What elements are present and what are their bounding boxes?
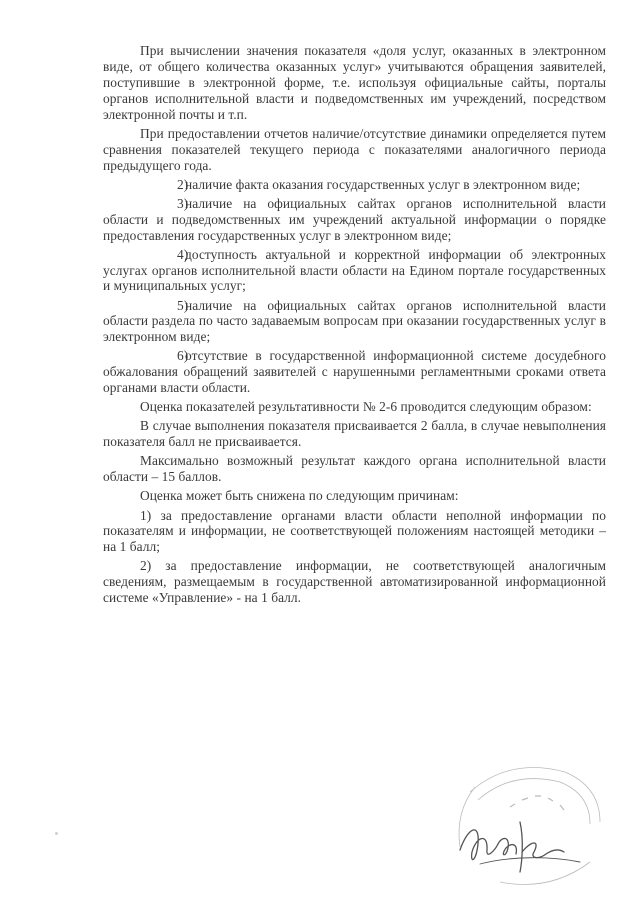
list-item <box>103 177 606 193</box>
document-body <box>103 43 606 609</box>
paragraph: 2) за предоставление информации, не соответствующей аналогичным сведениям, размещаемым в государственной автоматизированной информационной системе «Управление» - на 1 балл. <box>103 558 606 606</box>
list-item <box>103 247 606 295</box>
item-number: 3) <box>177 195 189 211</box>
item-text: наличие на официальных сайтах органов исполнительной власти области раздела по часто задаваемым вопросам при оказании государственных услуг в электронном виде; <box>103 297 606 345</box>
signature <box>460 822 580 872</box>
scan-speck <box>55 832 58 835</box>
list-item <box>103 348 606 396</box>
item-number: 4) <box>177 246 189 262</box>
paragraph: 1) за предоставление органами власти области неполной информации по показателям и информации, не соответствующей положениям настоящей методики – на 1 балл; <box>103 507 606 555</box>
item-number: 6) <box>177 348 189 364</box>
paragraph: При предоставлении отчетов наличие/отсутствие динамики определяется путем сравнения показателей текущего периода с показателями аналогичного периода предыдущего года. <box>103 125 606 173</box>
item-number: 5) <box>177 297 189 313</box>
paragraph: Оценка может быть снижена по следующим причинам: <box>140 488 459 504</box>
item-text: отсутствие в государственной информационной системе досудебного обжалования обращений заявителей с нарушенными регламентными сроками ответа органами власти области. <box>103 348 606 396</box>
item-text: доступность актуальной и корректной информации об электронных услугах органов исполнительной власти области на Едином портале государственных и муниципальных услуг; <box>103 246 606 294</box>
paragraph: Оценка показателей результативности № 2-6 проводится следующим образом: <box>140 399 592 415</box>
paragraph: При вычислении значения показателя «доля услуг, оказанных в электронном виде, от общего количества оказанных услуг» учитываются обращения заявителей, поступившие в электронной форме, т.е. используя официальные сайты, порталы органов исполнительной власти и подведомственных им учреждений, посредством электронной почты и т.п. <box>103 43 606 122</box>
list-item <box>103 298 606 346</box>
item-number: 2) <box>177 176 189 192</box>
item-text: наличие на официальных сайтах органов исполнительной власти области и подведомственных им учреждений актуальной информации о порядке предоставления государственных услуг в электронном виде; <box>103 195 606 243</box>
paragraph: Максимально возможный результат каждого органа исполнительной власти области – 15 баллов. <box>103 453 606 485</box>
item-text: наличие факта оказания государственных услуг в электронном виде; <box>185 176 581 192</box>
paragraph: В случае выполнения показателя присваивается 2 балла, в случае невыполнения показателя балл не присваивается. <box>103 418 606 450</box>
signature-stamp <box>440 752 610 892</box>
list-item <box>103 196 606 244</box>
stamp-seal <box>459 768 600 885</box>
